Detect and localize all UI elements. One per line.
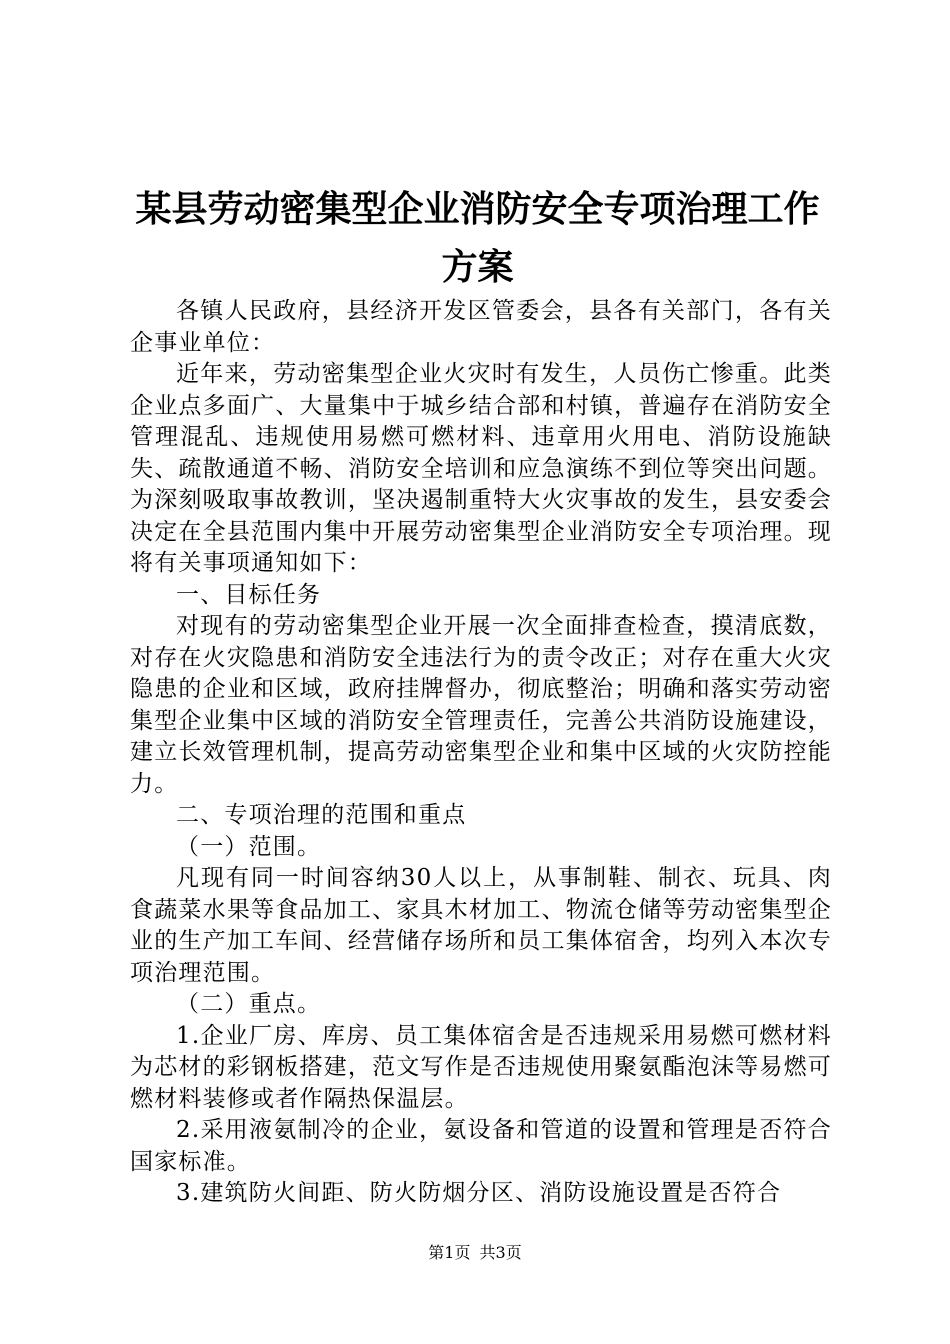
paragraph-salutation: 各镇人民政府，县经济开发区管委会，县各有关部门，各有关企事业单位：: [130, 298, 832, 356]
subheading-range: （一）范围。: [176, 833, 322, 860]
section-heading-scope: 二、专项治理的范围和重点: [176, 802, 467, 828]
list-item-1: 1.企业厂房、库房、员工集体宿舍是否违规采用易燃可燃材料为芯材的彩钢板搭建，范文写作是否违规使用聚氨酯泡沫等易燃可燃材料装修或者作隔热保温层。: [130, 1022, 832, 1112]
subheading-key-points: （二）重点。: [176, 991, 322, 1017]
paragraph-background: 近年来，劳动密集型企业火灾时有发生，人员伤亡惨重。此类企业点多面广、大量集中于城乡结合部和村镇，普遍存在消防安全管理混乱、违规使用易燃可燃材料、违章用火用电、消防设施缺失、疏散通道不畅、消防安全培训和应急演练不到位等突出问题。为深刻吸取事故教训，坚决遏制重特大火灾事故的发生，县安委会决定在全县范围内集中开展劳动密集型企业消防安全专项治理。现将有关事项通知如下：: [130, 361, 832, 576]
section-heading-goals: 一、目标任务: [176, 581, 322, 608]
list-item-3: 3.建筑防火间距、防火防烟分区、消防设施设置是否符合: [176, 1180, 782, 1206]
list-item-2: 2.采用液氨制冷的企业，氨设备和管道的设置和管理是否符合国家标准。: [130, 1117, 832, 1175]
document-title: 某县劳动密集型企业消防安全专项治理工作方案: [135, 188, 820, 288]
paragraph-goals: 对现有的劳动密集型企业开展一次全面排查检查，摸清底数，对存在火灾隐患和消防安全违法行为的责令改正；对存在重大火灾隐患的企业和区域，政府挂牌督办，彻底整治；明确和落实劳动密集型企业集中区域的消防安全管理责任，完善公共消防设施建设，建立长效管理机制，提高劳动密集型企业和集中区域的火灾防控能力。: [130, 613, 832, 797]
document-body: [130, 296, 832, 1210]
page-number-footer: 第1页 共3页: [428, 1243, 522, 1262]
paragraph-range: 凡现有同一时间容纳30人以上，从事制鞋、制衣、玩具、肉食蔬菜水果等食品加工、家具木材加工、物流仓储等劳动密集型企业的生产加工车间、经营储存场所和员工集体宿舍，均列入本次专项治理范围。: [130, 865, 832, 986]
